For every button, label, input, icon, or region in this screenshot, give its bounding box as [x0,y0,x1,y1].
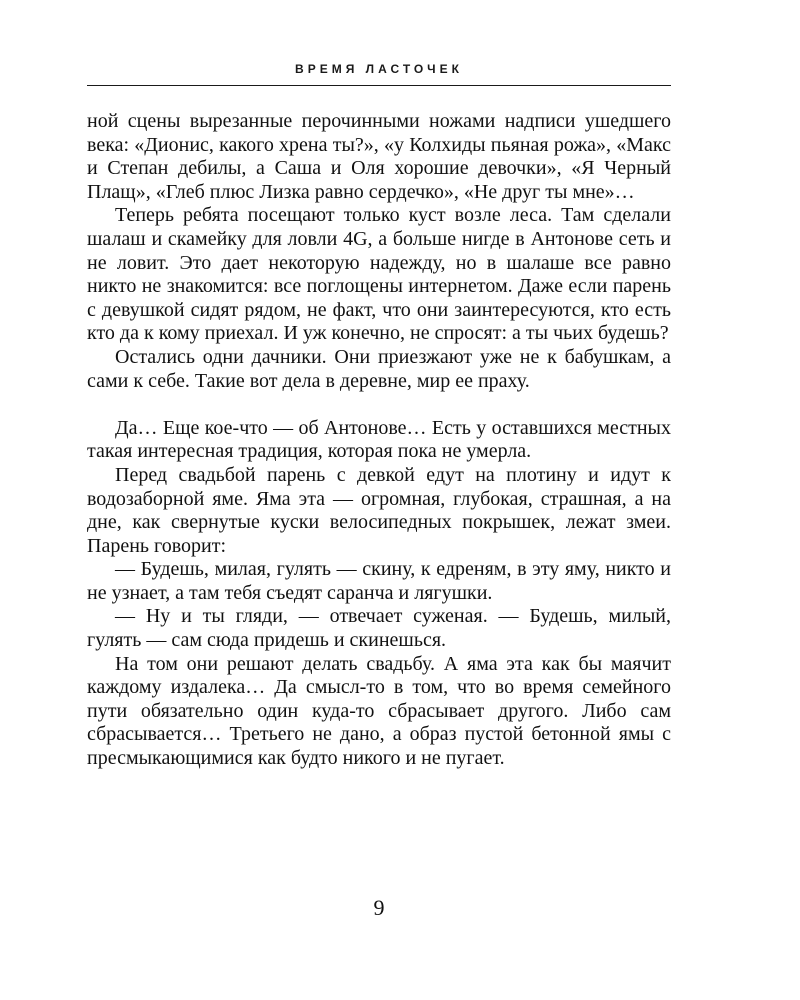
page-number: 9 [373,895,385,920]
paragraph-6: На том они решают делать свадьбу. А яма эта как бы маячит каждому издалека… Да смысл-то в том, что во время семейного пути обязательно один куда-то сбрасывает другого. Либо сам сбрасывается… Третьего не дано, а образ пустой бетонной ямы с пресмыкающимися как будто никого и не пугает. [87,652,671,770]
book-page [87,0,671,1000]
header-rule [87,85,671,86]
paragraph-1: ной сцены вырезанные перочинными ножами надписи ушедшего века: «Дионис, какого хрена ты?», «у Колхиды пьяная рожа», «Макс и Степан дебилы, а Саша и Оля хорошие девочки», «Я Черный Плащ», «Глеб плюс Лизка равно сердечко», «Не друг ты мне»… [87,110,671,203]
dialogue-line-1: — Будешь, милая, гулять — скину, к едреням, в эту яму, никто и не узнает, а там тебя съедят саранча и лягушки. [87,558,671,604]
paragraph-2: Теперь ребята посещают только куст возле леса. Там сделали шалаш и скамейку для ловли 4G, а больше нигде в Антонове сеть и не ловит. Это дает некоторую надежду, но в шалаше все равно никто не знакомится: все поглощены интернетом. Даже если парень с девушкой сидят рядом, не факт, что они заинтересуются, кто есть кто да к кому приехал. И уж конечно, не спросят: а ты чьих будешь? [87,204,671,345]
paragraph-3: Остались одни дачники. Они приезжают уже не к бабушкам, а сами к себе. Такие вот дела в деревне, мир ее праху. [87,345,671,392]
paragraph-4: Да… Еще кое-что — об Антонове… Есть у оставшихся местных такая интересная традиция, которая пока не умерла. [87,416,671,463]
running-header: ВРЕМЯ ЛАСТОЧЕК [295,62,463,76]
paragraph-5: Перед свадьбой парень с девкой едут на плотину и идут к водозаборной яме. Яма эта — огромная, глубокая, страшная, а на дне, как свернутые куски велосипедных покрышек, лежат змеи. Парень говорит: [87,463,671,557]
dialogue-line-2: — Ну и ты гляди, — отвечает суженая. — Будешь, милый, гулять — сам сюда придешь и скинешься. [87,605,671,652]
body-text [87,110,671,771]
